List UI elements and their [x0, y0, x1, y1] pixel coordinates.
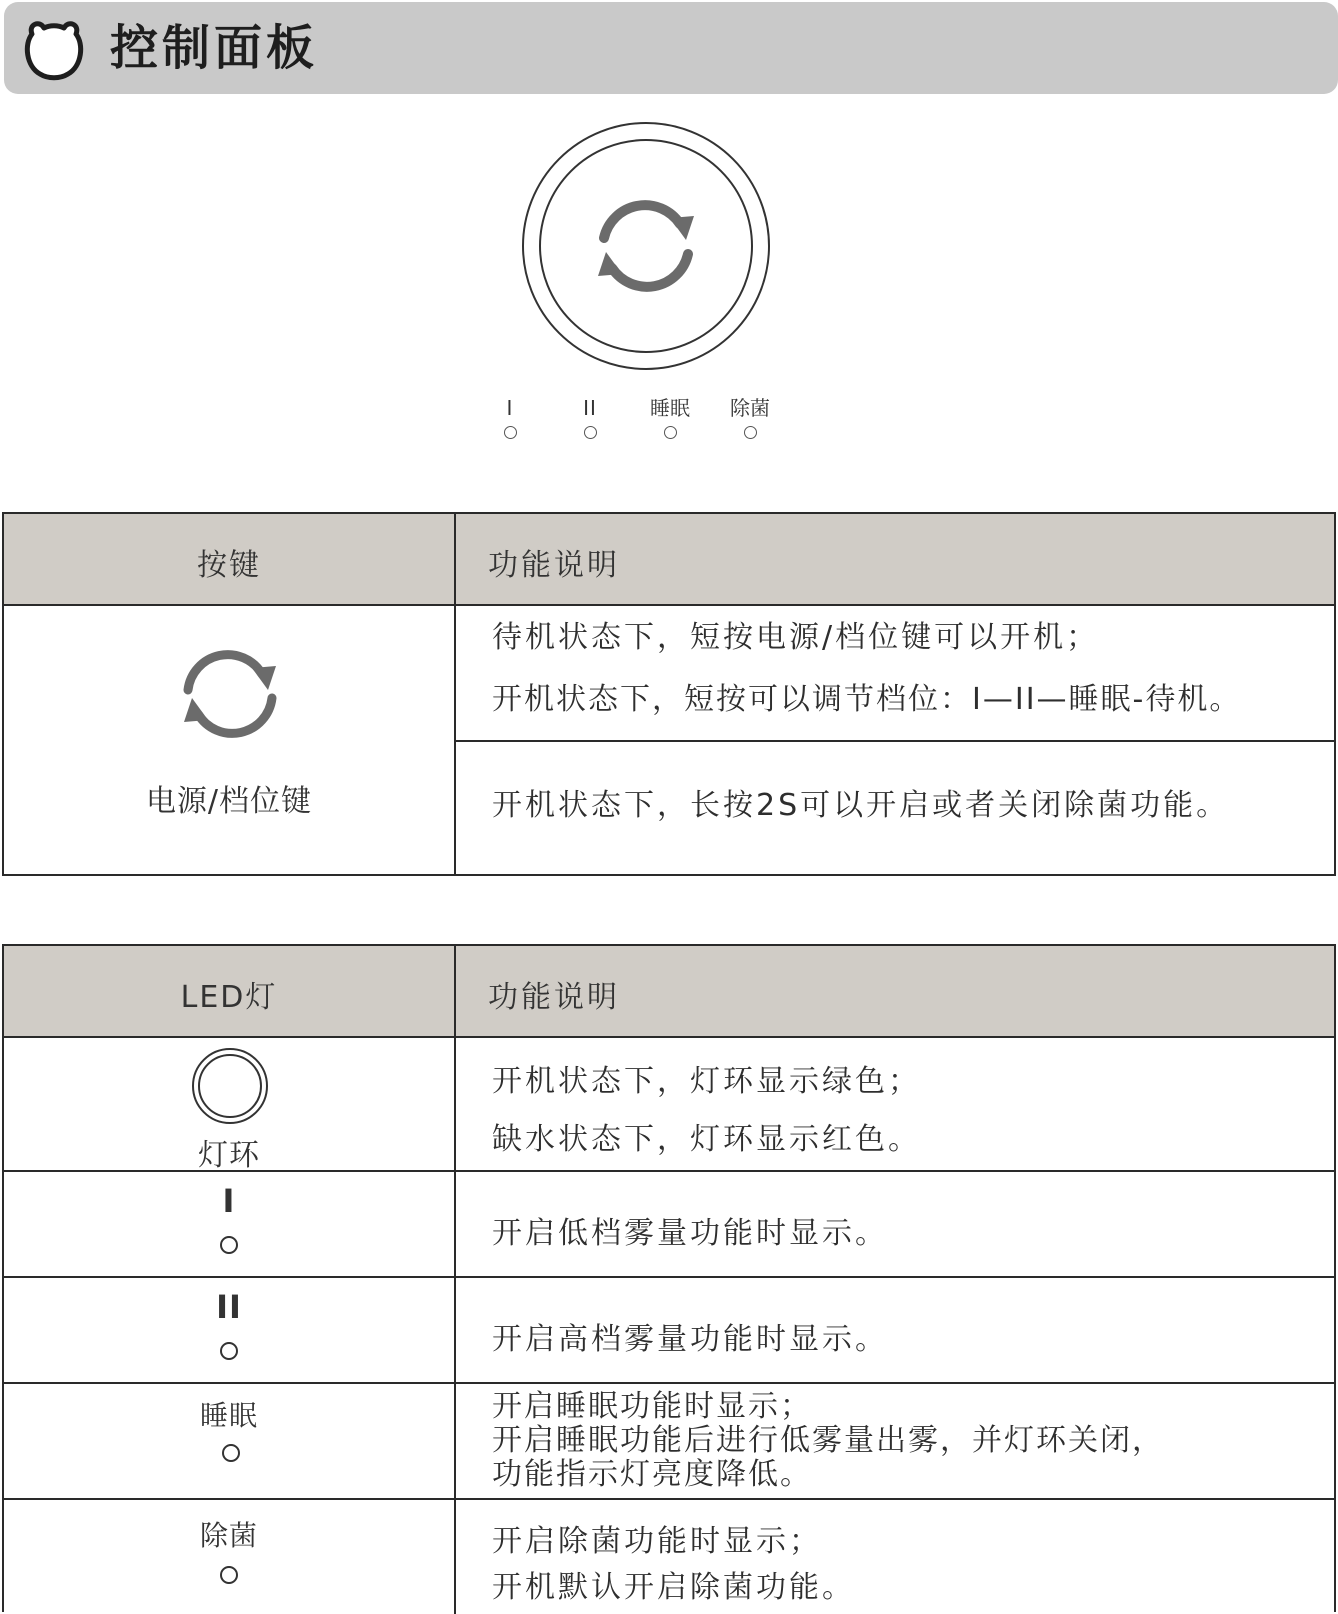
- indicator-led-icon: [220, 1236, 238, 1254]
- indicator-led-icon: [220, 1342, 238, 1360]
- indicator-label: II: [583, 396, 597, 420]
- function-text: 开启高档雾量功能时显示。: [492, 1322, 888, 1357]
- key-label: 灯环: [198, 1138, 260, 1173]
- indicator-low: [470, 396, 550, 443]
- function-text: 缺水状态下，灯环显示红色。: [492, 1122, 921, 1157]
- indicator-sterilize: [710, 396, 790, 443]
- table-header-row: [4, 514, 1334, 606]
- indicator-sleep: [630, 396, 710, 443]
- function-text: 开启低档雾量功能时显示。: [492, 1216, 888, 1251]
- key-label: 睡眠: [199, 1399, 258, 1432]
- bear-head-icon: [18, 14, 90, 86]
- indicator-label: 睡眠: [650, 396, 690, 420]
- column-divider: [454, 514, 456, 874]
- function-text: 开启除菌功能时显示；: [492, 1524, 822, 1559]
- row-divider: [456, 740, 1336, 742]
- header-key: LED灯: [180, 980, 278, 1015]
- key-label: 电源/档位键: [145, 784, 313, 819]
- column-divider: [454, 946, 456, 1614]
- header-function: 功能说明: [488, 548, 620, 583]
- indicator-led-icon: [222, 1444, 240, 1462]
- indicator-high: [550, 396, 630, 443]
- table-header-row: [4, 946, 1334, 1038]
- cycle-arrows-icon[interactable]: [604, 205, 688, 287]
- control-panel-diagram: [520, 120, 772, 372]
- indicator-label: 除菌: [730, 396, 770, 420]
- key-label: 除菌: [199, 1519, 258, 1552]
- header-key: 按键: [197, 548, 261, 583]
- ring-light-icon: [190, 1046, 270, 1126]
- row-divider: [4, 1276, 1334, 1278]
- function-text: 开启睡眠功能时显示；: [492, 1389, 812, 1424]
- led-function-table: [2, 944, 1336, 1612]
- function-text: 开机默认开启除菌功能。: [492, 1570, 855, 1605]
- header-function: 功能说明: [488, 980, 620, 1015]
- key-label: II: [216, 1288, 242, 1326]
- section-header: [4, 2, 1338, 94]
- row-divider: [4, 1498, 1334, 1500]
- button-function-table: [2, 512, 1336, 876]
- page-title: 控制面板: [110, 20, 319, 76]
- indicator-led: [664, 426, 677, 439]
- indicator-led: [504, 426, 517, 439]
- function-text: 开机状态下，灯环显示绿色；: [492, 1064, 921, 1099]
- indicator-led: [744, 426, 757, 439]
- function-text: 功能指示灯亮度降低。: [492, 1457, 812, 1492]
- function-text: 开启睡眠功能后进行低雾量出雾，并灯环关闭，: [492, 1423, 1164, 1458]
- indicator-label: I: [506, 396, 514, 420]
- key-label: I: [222, 1182, 236, 1220]
- row-divider: [4, 1382, 1334, 1384]
- function-text: 待机状态下，短按电源/档位键可以开机；: [492, 620, 1100, 655]
- function-text: 开机状态下，短按可以调节档位：I—II—睡眠-待机。: [492, 682, 1242, 717]
- cycle-arrows-icon: [170, 638, 290, 748]
- function-text: 开机状态下，长按2S可以开启或者关闭除菌功能。: [492, 788, 1230, 823]
- indicator-led: [584, 426, 597, 439]
- indicator-led-icon: [220, 1566, 238, 1584]
